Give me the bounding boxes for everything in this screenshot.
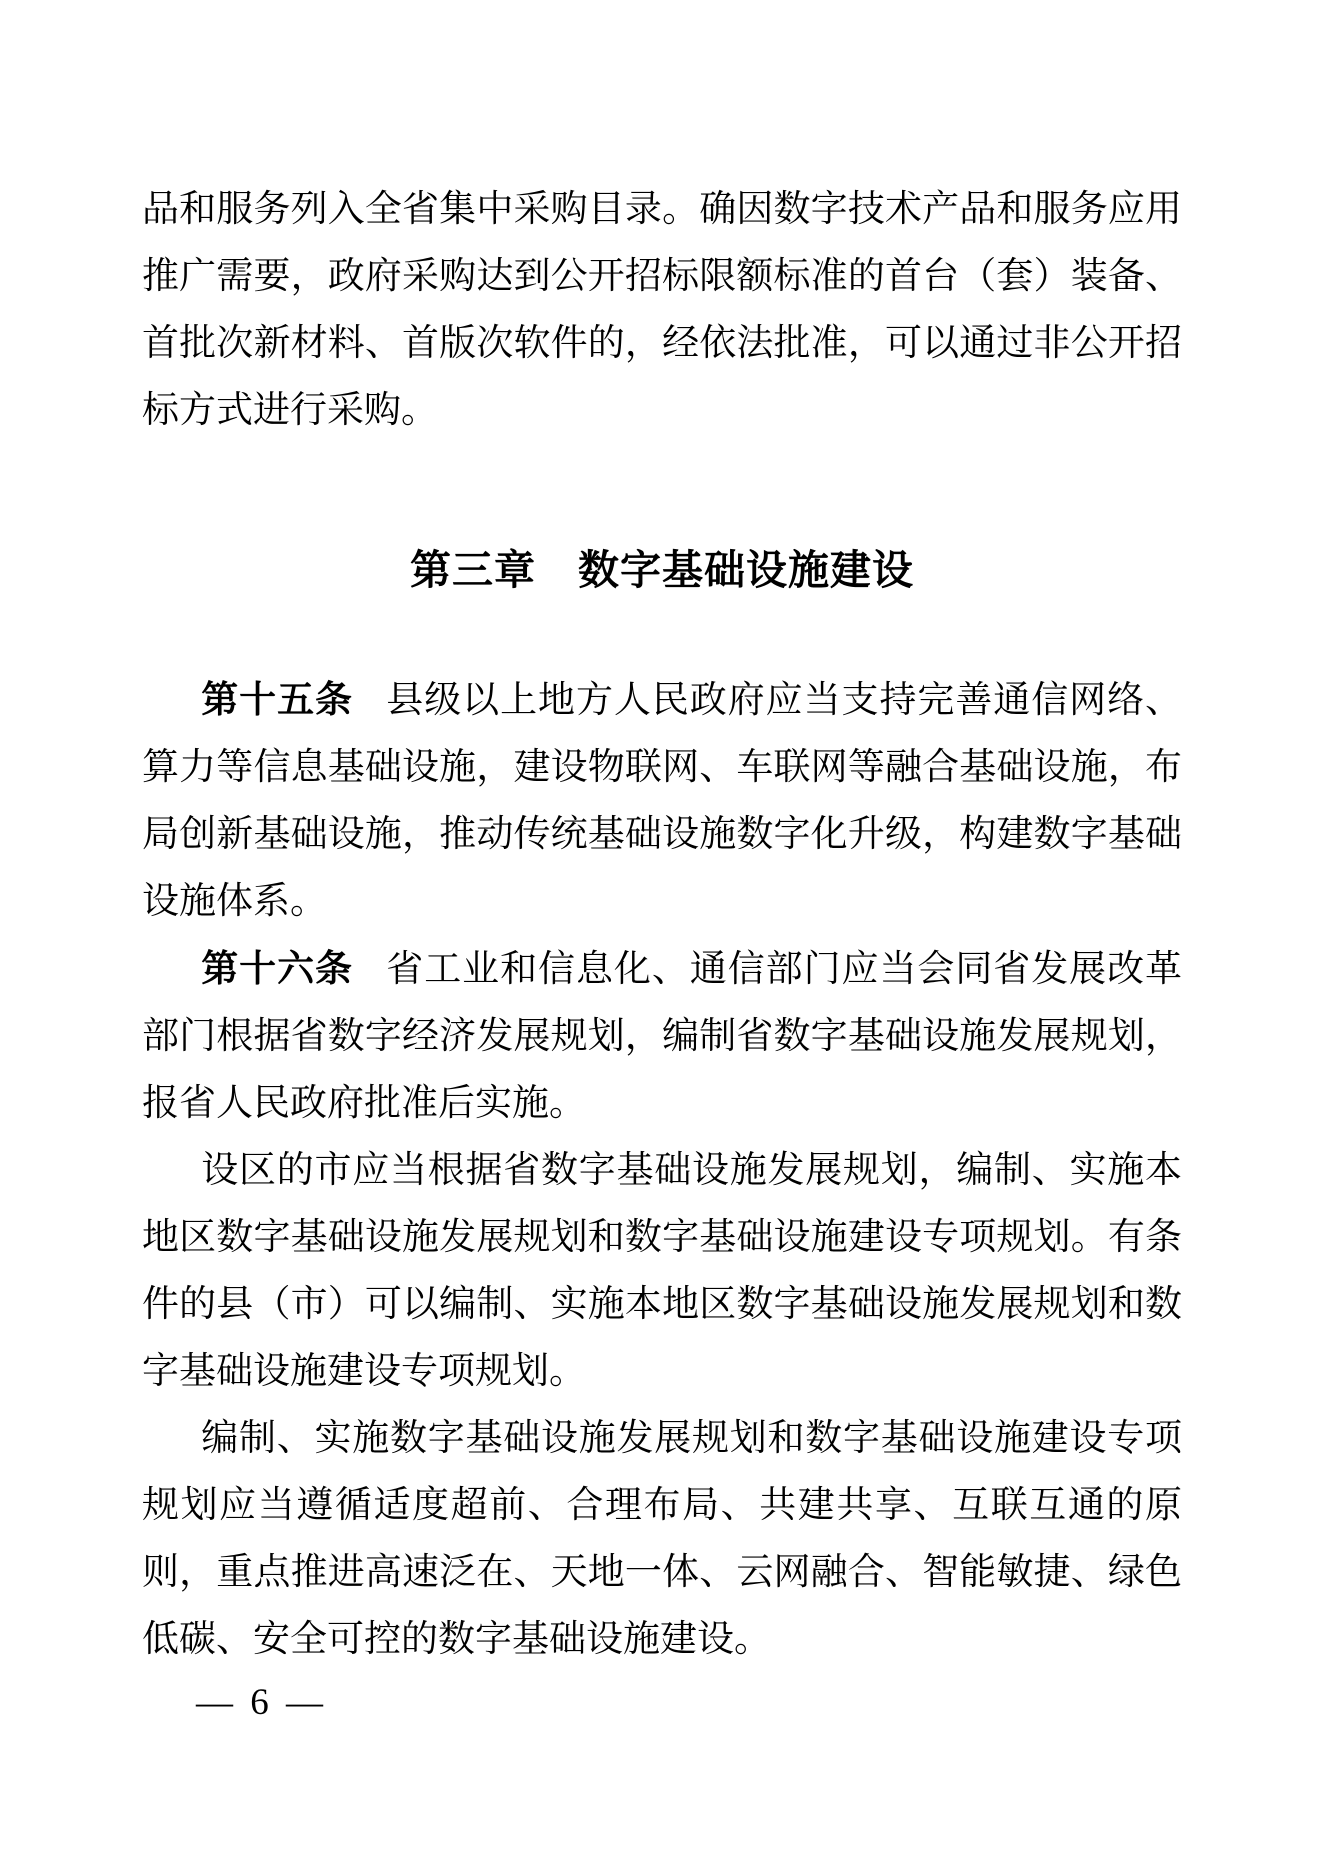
article-16-paragraph — [142, 935, 1182, 1137]
document-body — [142, 176, 1182, 1673]
intro-paragraph: 品和服务列入全省集中采购目录。确因数字技术产品和服务应用推广需要，政府采购达到公开招标限额标准的首台（套）装备、首批次新材料、首版次软件的，经依法批准，可以通过非公开招标方式进行采购。 — [142, 189, 1182, 431]
article-16-number: 第十六条 — [201, 948, 353, 989]
page-number: — 6 — — [196, 1682, 327, 1723]
chapter-heading: 第三章 数字基础设施建设 — [410, 547, 914, 593]
article-15-number: 第十五条 — [201, 679, 353, 720]
article-16-text: 省工业和信息化、通信部门应当会同省发展改革部门根据省数字经济发展规划，编制省数字基础设施发展规划，报省人民政府批准后实施。 — [142, 949, 1183, 1124]
article-15-paragraph — [142, 666, 1182, 935]
article-15-text: 县级以上地方人民政府应当支持完善通信网络、算力等信息基础设施，建设物联网、车联网等融合基础设施，布局创新基础设施，推动传统基础设施数字化升级，构建数字基础设施体系。 — [142, 680, 1183, 922]
body-paragraph-city-plans: 设区的市应当根据省数字基础设施发展规划，编制、实施本地区数字基础设施发展规划和数字基础设施建设专项规划。有条件的县（市）可以编制、实施本地区数字基础设施发展规划和数字基础设施建设专项规划。 — [142, 1150, 1182, 1392]
body-paragraph-plan-principles: 编制、实施数字基础设施发展规划和数字基础设施建设专项规划应当遵循适度超前、合理布局、共建共享、互联互通的原则，重点推进高速泛在、天地一体、云网融合、智能敏捷、绿色低碳、安全可控的数字基础设施建设。 — [142, 1418, 1182, 1660]
